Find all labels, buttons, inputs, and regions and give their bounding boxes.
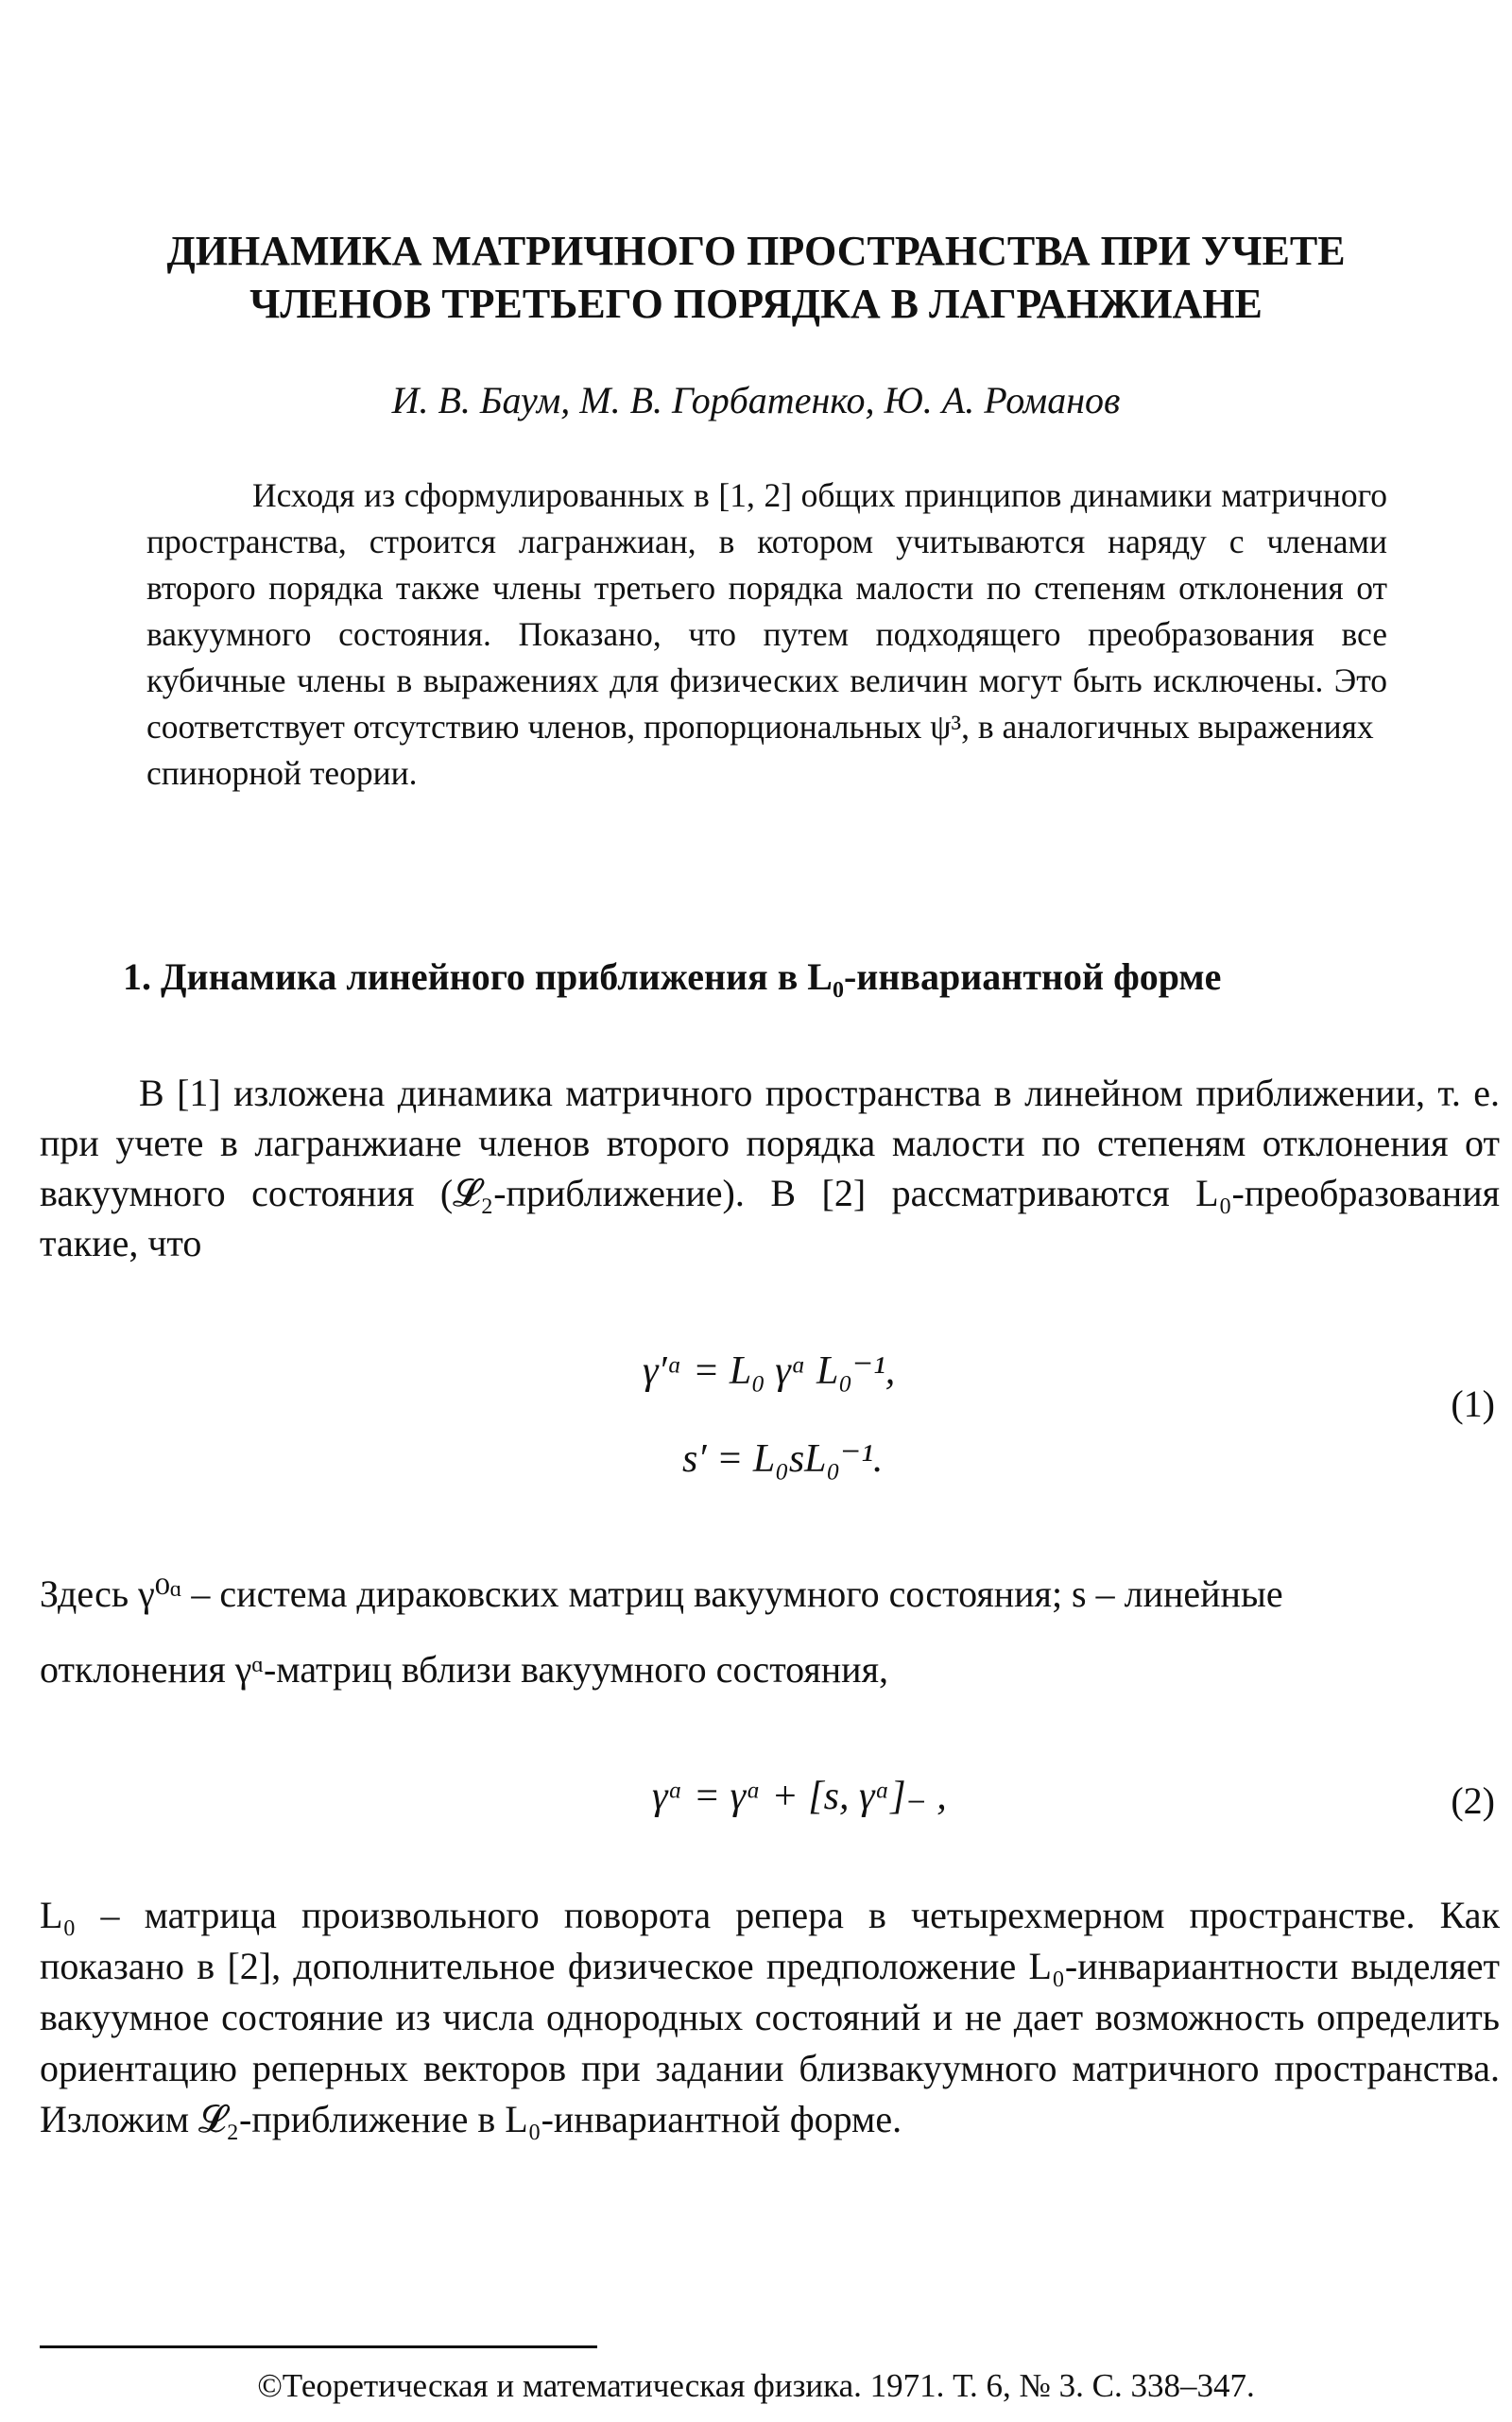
footnote-divider: [40, 2345, 597, 2348]
abstract: [146, 472, 1387, 797]
section-heading: 1. Динамика линейного приближения в L₀-инвариантной форме: [123, 955, 1222, 998]
abstract-text: Исходя из сформулированных в [1, 2] общих принципов динамики матричного пространства, строится лагранжиан, в котором учитываются наряду с членами второго порядка также члены третьего порядка малости по степеням отклонения от вакуумного состояния. Показано, что путем подходящего преобразования все кубичные члены в выражениях для физических величин могут быть исключены. Это соответствует отсутствию членов, пропорциональных ψ³, в аналогичных выражениях: [146, 476, 1387, 746]
title-line-2: ЧЛЕНОВ ТРЕТЬЕГО ПОРЯДКА В ЛАГРАНЖИАНЕ: [249, 281, 1263, 327]
paragraph-intro: В [1] изложена динамика матричного пространства в линейном приближении, т. е. при учете в лагранжиане членов второго порядка малости по степеням отклонения от вакуумного состояния (𝓛₂-приближение). В [2] рассматриваются L₀-преобразования такие, что: [40, 1072, 1500, 1264]
paragraph-l0: L₀ – матрица произвольного поворота репера в четырехмерном пространстве. Как показано в [2], дополнительное физическое предположение L₀-инвариантности выделяет вакуумное состояние из числа однородных состояний и не дает возможность определить ориентацию реперных векторов при задании близвакуумного матричного пространства. Изложим 𝓛₂-приближение в L₀-инвариантной форме.: [40, 1894, 1500, 2140]
footnote-citation: ©Теоретическая и математическая физика. 1971. Т. 6, № 3. С. 338–347.: [257, 2367, 1255, 2404]
title-line-1: ДИНАМИКА МАТРИЧНОГО ПРОСТРАНСТВА ПРИ УЧЕТЕ: [166, 228, 1346, 274]
equation-1-line-2: s′ = L₀sL₀⁻¹.: [682, 1437, 884, 1481]
equation-1-line-1: γ′ᵅ = L₀ γᵅ L₀⁻¹,: [643, 1349, 896, 1393]
equation-1-number: (1): [1451, 1383, 1495, 1425]
paragraph-here-a: Здесь γ⁰ᵅ – система дираковских матриц вакуумного состояния; s – линейные: [40, 1572, 1283, 1615]
paragraph-here-b: отклонения γᵅ-матриц вблизи вакуумного состояния,: [40, 1648, 888, 1691]
equation-2-number: (2): [1451, 1779, 1495, 1822]
equation-2-body: γᵅ = γᵅ + [s, γᵅ]₋ ,: [652, 1775, 947, 1818]
paper-title: [94, 225, 1418, 331]
abstract-last-line: спинорной теории.: [146, 754, 418, 792]
author-list: И. В. Баум, М. В. Горбатенко, Ю. А. Романов: [391, 379, 1121, 421]
